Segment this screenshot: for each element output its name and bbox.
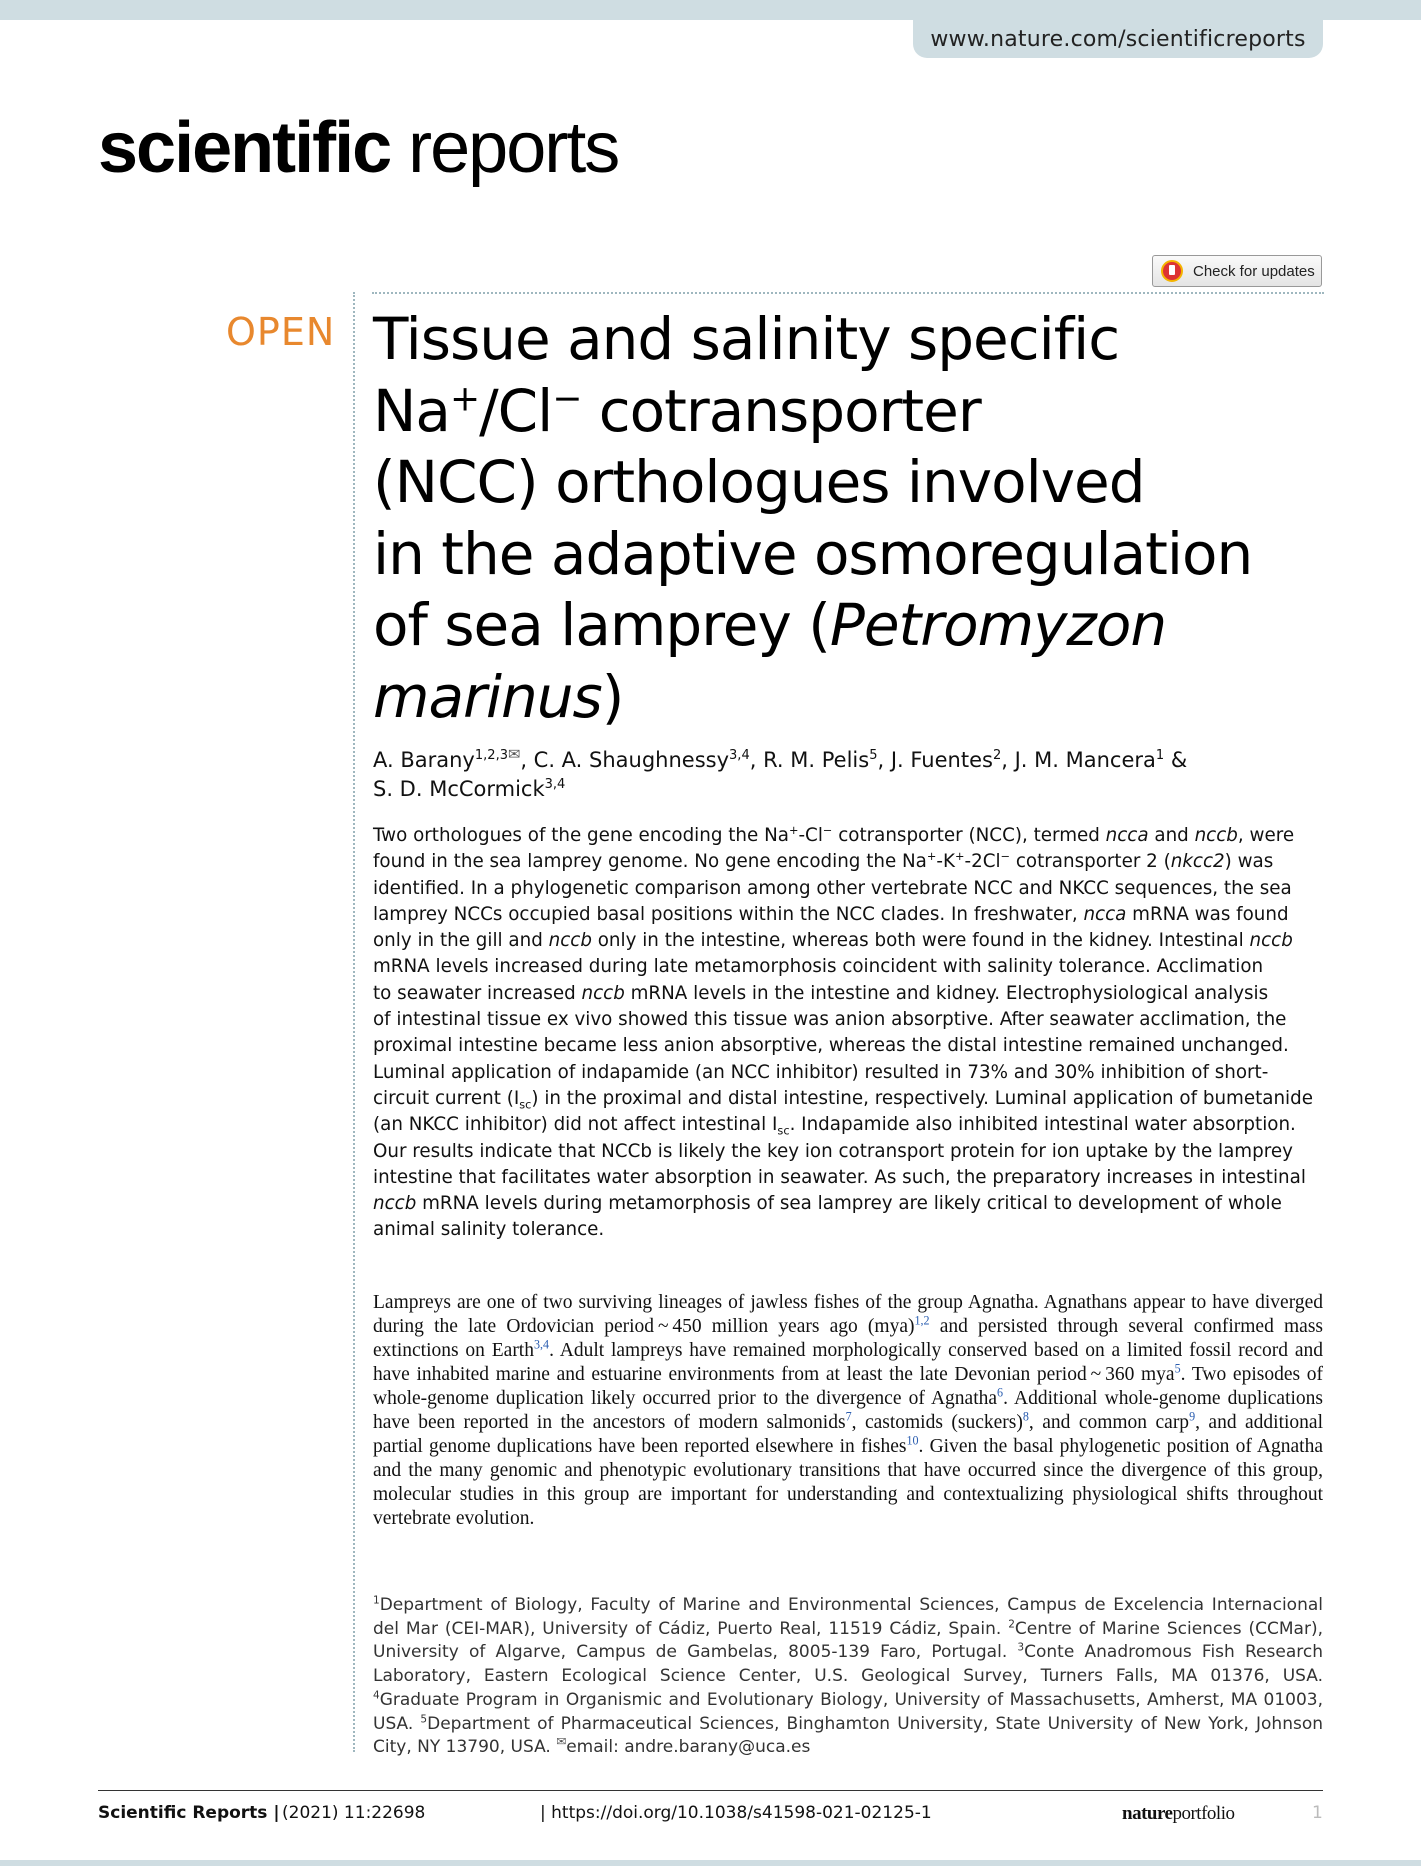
top-bar xyxy=(0,0,1421,20)
open-access-label: OPEN xyxy=(226,310,336,354)
affiliations: $^1$Department of Biology, Faculty of Marine and Environmental Sciences, Campus de Excelencia Internacional del Mar (CEI-MAR), University of Cádiz, Puerto Real, 11519 Cádiz, Spain. $^2$Centre of Marine Sciences (CCMar), University of Algarve, Campus de Gambelas, 8005-139 Faro, Portugal. $^3$Conte Anadromous Fish Research Laboratory, Eastern Ecological Science Center, U.S. Geological Survey, Turners Falls, MA 01376, USA. $^4$Graduate Program in Organismic and Evolutionary Biology, University of Massachusetts, Amherst, MA 01003, USA. $^5$Department of Pharmaceutical Sciences, Binghamton University, State University of New York, Johnson City, NY 13790, USA. ✉email: andre.barany@uca.es xyxy=(373,1594,1323,1758)
author-list: A. Barany$^{1,2,3✉}$, C. A. Shaughnessy$^{3,4}$, R. M. Pelis$^5$, J. Fuentes$^2$, J. M. Mancera$^1$ & S. D. McCormick$^{3,4}$ xyxy=(373,746,1188,801)
footer-journal: Scientific Reports | xyxy=(98,1803,280,1823)
divider-horizontal xyxy=(372,292,1324,294)
footer-doi-link[interactable]: | https://doi.org/10.1038/s41598-021-02125-1 xyxy=(540,1803,932,1823)
masthead-bold: scientific xyxy=(98,108,391,188)
nature-portfolio-logo xyxy=(1122,1803,1234,1825)
site-url[interactable]: www.nature.com/scientificreports xyxy=(913,20,1323,58)
footer-year-volume: (2021) 11:22698 xyxy=(282,1803,426,1823)
abstract: Two orthologues of the gene encoding the Na+-Cl− cotransporter (NCC), termed ncca and nccb, were found in the sea lamprey genome. No gene encoding the Na+-K+-2Cl− cotransporter 2 (nkcc2) was identified. In a phylogenetic comparison among other vertebrate NCC and NKCC sequences, the sea lamprey NCCs occupied basal positions within the NCC clades. In freshwater, ncca mRNA was found only in the gill and nccb only in the intestine, whereas both were found in the kidney. Intestinal nccb mRNA levels increased during late metamorphosis coincident with salinity tolerance. Acclimation to seawater increased nccb mRNA levels in the intestine and kidney. Electrophysiological analysis of intestinal tissue ex vivo showed this tissue was anion absorptive. After seawater acclimation, the proximal intestine became less anion absorptive, whereas the distal intestine remained unchanged. Luminal application of indapamide (an NCC inhibitor) resulted in 73% and 30% inhibition of short- circuit current $(I_{sc})$ in the proximal and distal intestine, respectively. Luminal application of bumetanide (an NKCC inhibitor) did not affect intestinal $I_{sc}$. Indapamide also inhibited intestinal water absorption. Our results indicate that NCCb is likely the key ion cotransport protein for ion uptake by the lamprey intestine that facilitates water absorption in seawater. As such, the preparatory increases in intestinal nccb mRNA levels during metamorphosis of sea lamprey are likely critical to development of whole animal salinity tolerance. xyxy=(373,822,1313,1241)
journal-masthead xyxy=(98,108,619,188)
check-for-updates-button[interactable] xyxy=(1152,255,1322,287)
divider-vertical xyxy=(353,292,355,1752)
article-title: Tissue and salinity specific Na+/Cl− cotransporter (NCC) orthologues involved in the adaptive osmoregulation of sea lamprey (Petromyzon marinus) xyxy=(373,305,1253,731)
brand-light: portfolio xyxy=(1172,1803,1235,1824)
check-for-updates-label: Check for updates xyxy=(1193,262,1315,280)
intro-paragraph: Lampreys are one of two surviving lineages of jawless fishes of the group Agnatha. Agnathans appear to have diverged during the late Ordovician period ~ 450 million years ago (mya)$^{1,2}$ and persisted through several confirmed mass extinctions on Earth$^{3,4}$. Adult lampreys have remained morphologically conserved based on a limited fossil record and have inhabited marine and estuarine environments from at least the late Devonian period ~ 360 mya$^5$. Two episodes of whole-genome duplication likely occurred prior to the divergence of Agnatha$^6$. Additional whole-genome duplications have been reported in the ancestors of modern salmonids$^7$, castomids (suckers)$^8$, and common carp$^9$, and additional partial genome duplications have been reported elsewhere in fishes$^{10}$. Given the basal phylogenetic position of Agnatha and the many genomic and phenotypic evolutionary transitions that have occurred since the divergence of this group, molecular studies in this group are important for understanding and contextualizing physiological shifts throughout vertebrate evolution. xyxy=(373,1292,1324,1529)
footer-rule xyxy=(98,1790,1323,1791)
brand-bold: nature xyxy=(1122,1803,1173,1824)
bottom-bar xyxy=(0,1860,1421,1866)
masthead-light: reports xyxy=(390,108,619,188)
bookmark-icon xyxy=(1161,260,1183,282)
page-number: 1 xyxy=(1312,1803,1323,1823)
